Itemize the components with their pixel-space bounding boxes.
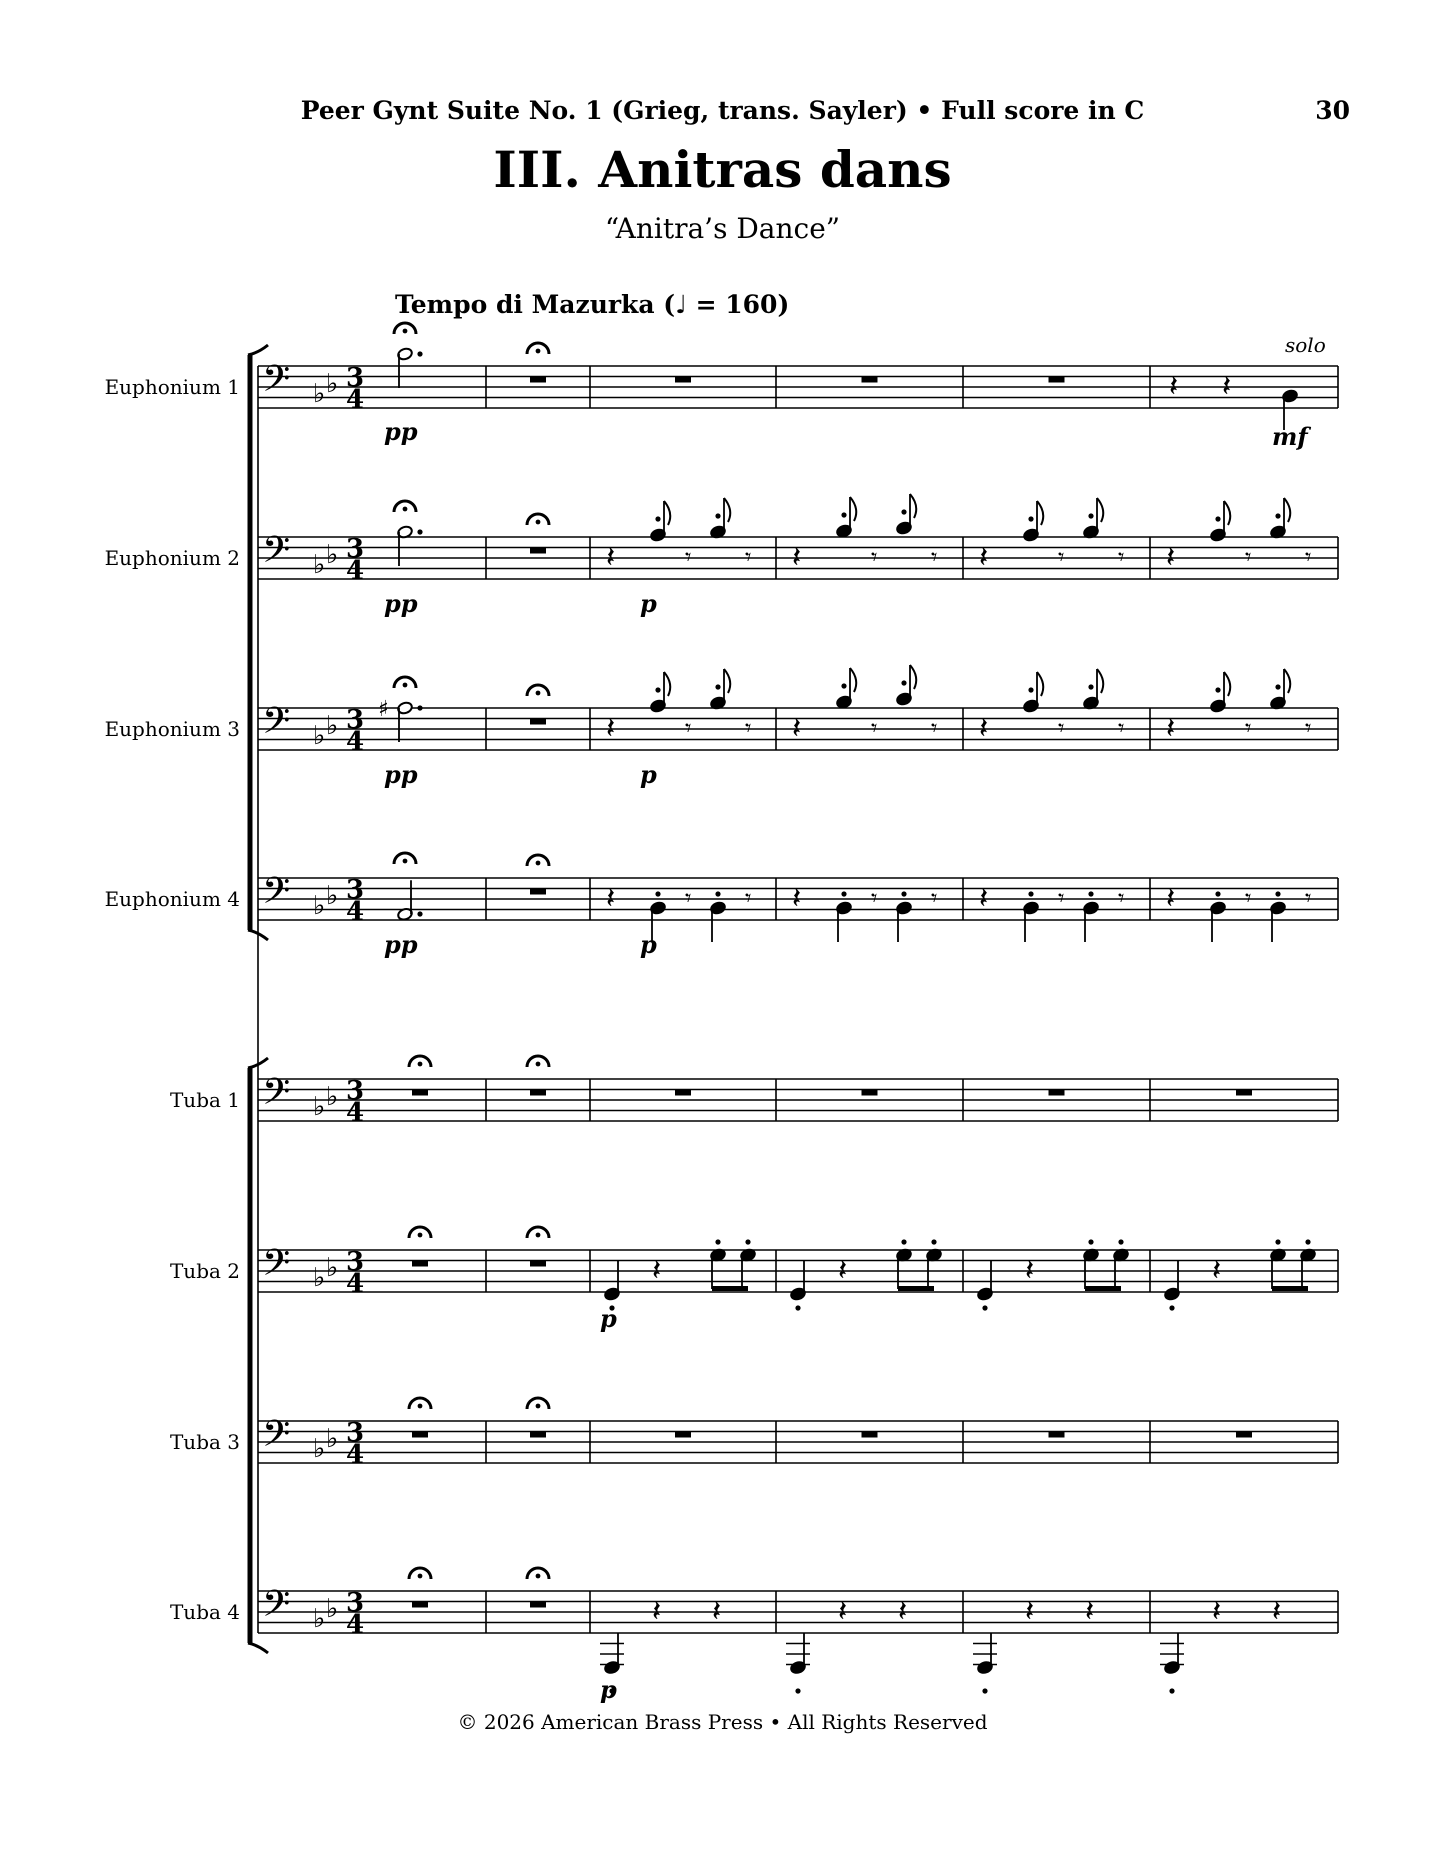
running-title: Peer Gynt Suite No. 1 (Grieg, trans. Sayler) • Full score in C — [300, 96, 1145, 125]
eighth-rest-icon: 𝄾 — [1058, 884, 1065, 912]
flat-icon: ♭ — [313, 891, 326, 921]
fermata-dot — [536, 1233, 541, 1238]
eighth-rest-icon: 𝄾 — [745, 543, 752, 571]
time-signature-bottom: 4 — [346, 556, 365, 586]
quarter-rest-icon: 𝄽 — [1025, 1594, 1035, 1629]
fermata-dot — [403, 683, 408, 688]
flat-icon: ♭ — [326, 711, 339, 741]
note-flag — [1037, 501, 1043, 525]
flat-icon: ♭ — [313, 550, 326, 580]
eighth-rest-icon: 𝄾 — [1058, 543, 1065, 571]
euphonium-bracket-top-hook — [248, 345, 268, 355]
staccato-dot — [901, 680, 906, 685]
quarter-note-icon: ♩ — [675, 290, 687, 319]
staccato-dot — [1305, 1239, 1310, 1244]
time-signature-bottom: 4 — [346, 897, 365, 927]
staccato-dot — [931, 1239, 936, 1244]
measure-rest — [412, 1432, 428, 1438]
measure-rest — [675, 1432, 691, 1438]
note-flag — [664, 501, 670, 525]
eighth-rest-icon: 𝄾 — [1305, 714, 1312, 742]
note-flag — [1037, 672, 1043, 696]
eighth-rest-icon: 𝄾 — [1118, 884, 1125, 912]
measure-rest — [530, 1090, 546, 1096]
staccato-dot — [1088, 684, 1093, 689]
staccato-dot — [745, 1239, 750, 1244]
flat-icon: ♭ — [326, 1594, 339, 1624]
tempo-text-after: = 160) — [686, 290, 790, 319]
dynamic-p: p — [600, 1675, 617, 1704]
staccato-dot — [1028, 687, 1033, 692]
quarter-rest-icon: 𝄽 — [838, 1594, 848, 1629]
eighth-rest-icon: 𝄾 — [1245, 884, 1252, 912]
quarter-rest-icon: 𝄽 — [792, 540, 802, 575]
time-signature-bottom: 4 — [346, 1440, 365, 1470]
flat-icon: ♭ — [326, 1082, 339, 1112]
time-signature-top: 3 — [346, 363, 365, 393]
flat-icon: ♭ — [313, 1604, 326, 1634]
instrument-label-euphonium-1: Euphonium 1 — [104, 375, 240, 399]
time-signature-bottom: 4 — [346, 1610, 365, 1640]
eighth-rest-icon: 𝄾 — [685, 543, 692, 571]
staccato-dot — [655, 687, 660, 692]
note-flag — [1284, 498, 1290, 522]
eighth-rest-icon: 𝄾 — [685, 884, 692, 912]
eighth-rest-icon: 𝄾 — [745, 884, 752, 912]
dynamic-p: p — [640, 760, 657, 789]
staccato-dot — [417, 529, 422, 534]
quarter-rest-icon: 𝄽 — [606, 711, 616, 746]
time-signature-top: 3 — [346, 1418, 365, 1448]
measure-rest — [1236, 1432, 1252, 1438]
staccato-dot — [655, 516, 660, 521]
movement-title: III. Anitras dans — [493, 140, 952, 199]
instrument-label-tuba-4: Tuba 4 — [169, 1600, 240, 1624]
staccato-dot — [715, 513, 720, 518]
time-signature-top: 3 — [346, 1076, 365, 1106]
dynamic-p: p — [600, 1304, 617, 1333]
flat-icon: ♭ — [326, 540, 339, 570]
staccato-dot — [795, 1305, 800, 1310]
bass-clef-icon: 𝄢 — [262, 1583, 291, 1634]
note-flag — [1097, 669, 1103, 693]
measure-rest — [530, 1261, 546, 1267]
bass-clef-icon: 𝄢 — [262, 1413, 291, 1464]
fermata-dot — [536, 691, 541, 696]
bass-clef-icon: 𝄢 — [262, 870, 291, 921]
quarter-rest-icon: 𝄽 — [1166, 540, 1176, 575]
staccato-dot — [715, 891, 720, 896]
measure-rest — [1236, 1090, 1252, 1096]
note-flag — [1284, 669, 1290, 693]
time-signature-bottom: 4 — [346, 1098, 365, 1128]
quarter-rest-icon: 𝄽 — [979, 881, 989, 916]
dynamic-mf: mf — [1272, 422, 1308, 451]
instrument-label-tuba-3: Tuba 3 — [169, 1430, 240, 1454]
copyright-footer: © 2026 American Brass Press • All Rights Reserved — [457, 1710, 988, 1734]
quarter-rest-icon: 𝄽 — [979, 540, 989, 575]
quarter-rest-icon: 𝄽 — [1025, 1253, 1035, 1288]
staccato-dot — [982, 1305, 987, 1310]
note-flag — [910, 665, 916, 689]
eighth-rest-icon: 𝄾 — [931, 543, 938, 571]
quarter-rest-icon: 𝄽 — [652, 1253, 662, 1288]
staccato-dot — [417, 351, 422, 356]
tempo-text-before: Tempo di Mazurka ( — [395, 290, 676, 319]
fermata-dot — [536, 1574, 541, 1579]
measure-rest — [862, 1090, 878, 1096]
time-signature-top: 3 — [346, 534, 365, 564]
eighth-rest-icon: 𝄾 — [871, 884, 878, 912]
instrument-label-tuba-2: Tuba 2 — [169, 1259, 240, 1283]
quarter-rest-icon: 𝄽 — [606, 540, 616, 575]
eighth-rest-icon: 𝄾 — [685, 714, 692, 742]
quarter-rest-icon: 𝄽 — [838, 1253, 848, 1288]
staccato-dot — [901, 891, 906, 896]
staccato-dot — [1028, 516, 1033, 521]
measure-rest — [862, 377, 878, 383]
time-signature-bottom: 4 — [346, 727, 365, 757]
measure-rest — [675, 377, 691, 383]
eighth-rest-icon: 𝄾 — [1118, 714, 1125, 742]
quarter-rest-icon: 𝄽 — [1166, 881, 1176, 916]
staccato-dot — [1169, 1688, 1174, 1693]
flat-icon: ♭ — [313, 721, 326, 751]
measure-rest — [412, 1261, 428, 1267]
instrument-label-euphonium-4: Euphonium 4 — [104, 887, 240, 911]
measure-rest — [530, 1602, 546, 1608]
expression-solo: solo — [1285, 333, 1326, 357]
quarter-rest-icon: 𝄽 — [1272, 1594, 1282, 1629]
dynamic-pp: pp — [384, 760, 418, 789]
quarter-rest-icon: 𝄽 — [1212, 1253, 1222, 1288]
quarter-rest-icon: 𝄽 — [979, 711, 989, 746]
staccato-dot — [1088, 513, 1093, 518]
dynamic-p: p — [640, 589, 657, 618]
staccato-dot — [417, 705, 422, 710]
beam — [898, 1286, 934, 1291]
fermata-dot — [536, 861, 541, 866]
flat-icon: ♭ — [326, 1424, 339, 1454]
note-flag — [1224, 672, 1230, 696]
flat-icon: ♭ — [326, 369, 339, 399]
fermata-dot — [536, 1062, 541, 1067]
measure-rest — [862, 1432, 878, 1438]
measure-rest — [1049, 1090, 1065, 1096]
quarter-rest-icon: 𝄽 — [1212, 1594, 1222, 1629]
staccato-dot — [1088, 891, 1093, 896]
quarter-rest-icon: 𝄽 — [1166, 711, 1176, 746]
staccato-dot — [1028, 891, 1033, 896]
staccato-dot — [417, 911, 422, 916]
fermata-dot — [536, 349, 541, 354]
tuba-bracket-bottom-hook — [248, 1643, 268, 1653]
fermata-dot — [418, 1233, 423, 1238]
time-signature-top: 3 — [346, 875, 365, 905]
time-signature-bottom: 4 — [346, 385, 365, 415]
eighth-rest-icon: 𝄾 — [1118, 543, 1125, 571]
quarter-rest-icon: 𝄽 — [652, 1594, 662, 1629]
bass-clef-icon: 𝄢 — [262, 358, 291, 409]
bass-clef-icon: 𝄢 — [262, 1071, 291, 1122]
quarter-rest-icon: 𝄽 — [712, 1594, 722, 1629]
eighth-rest-icon: 𝄾 — [931, 884, 938, 912]
note-flag — [1224, 501, 1230, 525]
staccato-dot — [901, 509, 906, 514]
staccato-dot — [1088, 1239, 1093, 1244]
quarter-rest-icon: 𝄽 — [1085, 1594, 1095, 1629]
fermata-dot — [418, 1062, 423, 1067]
note-flag — [664, 672, 670, 696]
staccato-dot — [841, 512, 846, 517]
flat-icon: ♭ — [326, 1253, 339, 1283]
staccato-dot — [901, 1239, 906, 1244]
quarter-rest-icon: 𝄽 — [898, 1594, 908, 1629]
beam — [1085, 1286, 1121, 1291]
note-flag — [910, 494, 916, 518]
measure-rest — [412, 1090, 428, 1096]
sharp-icon: ♯ — [378, 697, 389, 722]
fermata-dot — [403, 329, 408, 334]
fermata-dot — [403, 859, 408, 864]
time-signature-top: 3 — [346, 705, 365, 735]
bass-clef-icon: 𝄢 — [262, 529, 291, 580]
staccato-dot — [1275, 684, 1280, 689]
time-signature-top: 3 — [346, 1247, 365, 1277]
note-flag — [724, 669, 730, 693]
dynamic-pp: pp — [384, 589, 418, 618]
measure-rest — [530, 719, 546, 725]
staccato-dot — [655, 891, 660, 896]
fermata-dot — [403, 507, 408, 512]
eighth-rest-icon: 𝄾 — [1245, 543, 1252, 571]
eighth-rest-icon: 𝄾 — [745, 714, 752, 742]
movement-subtitle: “Anitra’s Dance” — [604, 212, 841, 245]
measure-rest — [530, 1432, 546, 1438]
note-flag — [850, 668, 856, 692]
flat-icon: ♭ — [313, 379, 326, 409]
staccato-dot — [1169, 1305, 1174, 1310]
flat-icon: ♭ — [313, 1092, 326, 1122]
measure-rest — [1049, 377, 1065, 383]
measure-rest — [412, 1602, 428, 1608]
eighth-rest-icon: 𝄾 — [871, 714, 878, 742]
staccato-dot — [1275, 1239, 1280, 1244]
measure-rest — [530, 377, 546, 383]
flat-icon: ♭ — [313, 1434, 326, 1464]
eighth-rest-icon: 𝄾 — [1058, 714, 1065, 742]
staccato-dot — [1275, 513, 1280, 518]
staccato-dot — [1275, 891, 1280, 896]
staccato-dot — [841, 683, 846, 688]
fermata-dot — [418, 1404, 423, 1409]
measure-rest — [1049, 1432, 1065, 1438]
quarter-rest-icon: 𝄽 — [606, 881, 616, 916]
time-signature-bottom: 4 — [346, 1269, 365, 1299]
fermata-dot — [536, 520, 541, 525]
eighth-rest-icon: 𝄾 — [1305, 543, 1312, 571]
eighth-rest-icon: 𝄾 — [871, 543, 878, 571]
note-flag — [724, 498, 730, 522]
eighth-rest-icon: 𝄾 — [931, 714, 938, 742]
note-flag — [850, 497, 856, 521]
staccato-dot — [1215, 516, 1220, 521]
quarter-rest-icon: 𝄽 — [1222, 369, 1232, 404]
flat-icon: ♭ — [313, 1263, 326, 1293]
fermata-dot — [536, 1404, 541, 1409]
fermata-dot — [418, 1574, 423, 1579]
staccato-dot — [795, 1688, 800, 1693]
time-signature-top: 3 — [346, 1588, 365, 1618]
dynamic-p: p — [640, 930, 657, 959]
instrument-label-euphonium-2: Euphonium 2 — [104, 546, 240, 570]
quarter-rest-icon: 𝄽 — [1169, 369, 1179, 404]
eighth-rest-icon: 𝄾 — [1245, 714, 1252, 742]
staccato-dot — [982, 1688, 987, 1693]
quarter-rest-icon: 𝄽 — [792, 881, 802, 916]
quarter-rest-icon: 𝄽 — [792, 711, 802, 746]
bass-clef-icon: 𝄢 — [262, 700, 291, 751]
page-number: 30 — [1315, 96, 1350, 125]
staccato-dot — [1215, 891, 1220, 896]
staccato-dot — [1118, 1239, 1123, 1244]
instrument-label-tuba-1: Tuba 1 — [169, 1088, 240, 1112]
staccato-dot — [1215, 687, 1220, 692]
instrument-label-euphonium-3: Euphonium 3 — [104, 717, 240, 741]
note-flag — [1097, 498, 1103, 522]
measure-rest — [530, 889, 546, 895]
staccato-dot — [715, 1239, 720, 1244]
staccato-dot — [841, 891, 846, 896]
beam — [1272, 1286, 1308, 1291]
eighth-rest-icon: 𝄾 — [1305, 884, 1312, 912]
bass-clef-icon: 𝄢 — [262, 1242, 291, 1293]
staccato-dot — [715, 684, 720, 689]
dynamic-pp: pp — [384, 417, 418, 446]
flat-icon: ♭ — [326, 881, 339, 911]
beam — [712, 1286, 748, 1291]
measure-rest — [675, 1090, 691, 1096]
dynamic-pp: pp — [384, 930, 418, 959]
measure-rest — [530, 548, 546, 554]
